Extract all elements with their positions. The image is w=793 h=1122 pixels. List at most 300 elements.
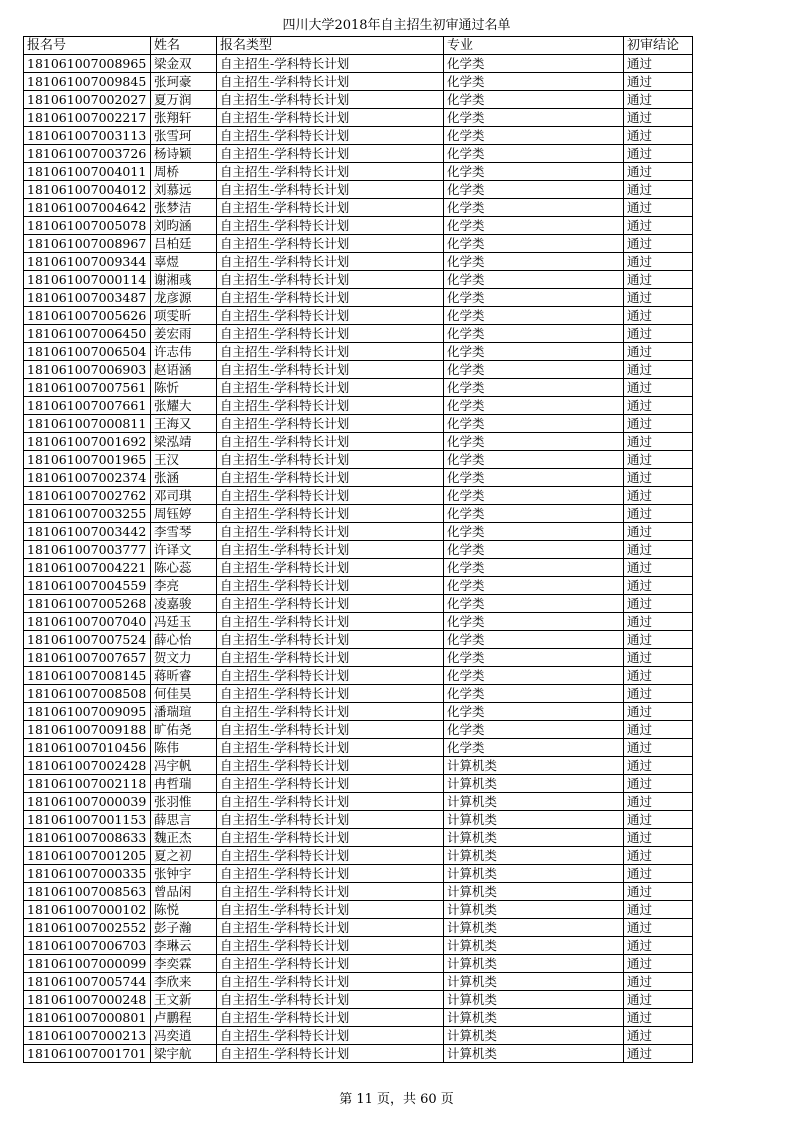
application-type-cell: 自主招生-学科特长计划 [217, 739, 444, 757]
table-row [24, 289, 693, 307]
name-cell: 谢湘彧 [151, 271, 217, 289]
registration-number-cell: 181061007000811 [24, 415, 151, 433]
major-cell: 化学类 [444, 73, 624, 91]
name-cell: 贺文力 [151, 649, 217, 667]
registration-number-cell: 181061007009095 [24, 703, 151, 721]
major-cell: 计算机类 [444, 919, 624, 937]
major-cell: 计算机类 [444, 829, 624, 847]
table-row [24, 415, 693, 433]
name-cell: 冯奕逍 [151, 1027, 217, 1045]
name-cell: 陈悦 [151, 901, 217, 919]
name-cell: 陈伟 [151, 739, 217, 757]
application-type-cell: 自主招生-学科特长计划 [217, 307, 444, 325]
application-type-cell: 自主招生-学科特长计划 [217, 397, 444, 415]
name-cell: 周桥 [151, 163, 217, 181]
result-cell: 通过 [624, 991, 693, 1009]
table-row [24, 1009, 693, 1027]
table-row [24, 739, 693, 757]
application-type-cell: 自主招生-学科特长计划 [217, 919, 444, 937]
registration-number-cell: 181061007008965 [24, 55, 151, 73]
application-type-cell: 自主招生-学科特长计划 [217, 595, 444, 613]
application-type-cell: 自主招生-学科特长计划 [217, 343, 444, 361]
application-type-cell: 自主招生-学科特长计划 [217, 145, 444, 163]
application-type-cell: 自主招生-学科特长计划 [217, 613, 444, 631]
table-row [24, 829, 693, 847]
application-type-cell: 自主招生-学科特长计划 [217, 1009, 444, 1027]
registration-number-cell: 181061007006903 [24, 361, 151, 379]
result-cell: 通过 [624, 919, 693, 937]
result-cell: 通过 [624, 181, 693, 199]
major-cell: 化学类 [444, 505, 624, 523]
name-cell: 梁金双 [151, 55, 217, 73]
registration-number-cell: 181061007007524 [24, 631, 151, 649]
admission-table [23, 36, 693, 1063]
registration-number-cell: 181061007007661 [24, 397, 151, 415]
major-cell: 化学类 [444, 181, 624, 199]
table-row [24, 181, 693, 199]
registration-number-cell: 181061007002762 [24, 487, 151, 505]
major-cell: 化学类 [444, 343, 624, 361]
table-row [24, 487, 693, 505]
table-row [24, 505, 693, 523]
registration-number-cell: 181061007005268 [24, 595, 151, 613]
table-row [24, 451, 693, 469]
table-row [24, 577, 693, 595]
application-type-cell: 自主招生-学科特长计划 [217, 757, 444, 775]
name-cell: 张翔轩 [151, 109, 217, 127]
table-row [24, 559, 693, 577]
application-type-cell: 自主招生-学科特长计划 [217, 199, 444, 217]
application-type-cell: 自主招生-学科特长计划 [217, 55, 444, 73]
name-cell: 吕柏廷 [151, 235, 217, 253]
name-cell: 夏之初 [151, 847, 217, 865]
result-cell: 通过 [624, 199, 693, 217]
registration-number-cell: 181061007007040 [24, 613, 151, 631]
major-cell: 化学类 [444, 271, 624, 289]
table-row [24, 757, 693, 775]
major-cell: 计算机类 [444, 1027, 624, 1045]
table-row [24, 523, 693, 541]
application-type-cell: 自主招生-学科特长计划 [217, 73, 444, 91]
result-cell: 通过 [624, 1045, 693, 1063]
table-row [24, 361, 693, 379]
major-cell: 计算机类 [444, 973, 624, 991]
result-cell: 通过 [624, 793, 693, 811]
major-cell: 化学类 [444, 199, 624, 217]
result-cell: 通过 [624, 379, 693, 397]
major-cell: 化学类 [444, 235, 624, 253]
application-type-cell: 自主招生-学科特长计划 [217, 217, 444, 235]
registration-number-cell: 181061007002374 [24, 469, 151, 487]
application-type-cell: 自主招生-学科特长计划 [217, 937, 444, 955]
name-cell: 张耀大 [151, 397, 217, 415]
registration-number-cell: 181061007003487 [24, 289, 151, 307]
table-row [24, 469, 693, 487]
table-body [24, 55, 693, 1063]
name-cell: 旷佑尧 [151, 721, 217, 739]
application-type-cell: 自主招生-学科特长计划 [217, 901, 444, 919]
major-cell: 计算机类 [444, 1045, 624, 1063]
application-type-cell: 自主招生-学科特长计划 [217, 793, 444, 811]
name-cell: 陈忻 [151, 379, 217, 397]
table-row [24, 703, 693, 721]
application-type-cell: 自主招生-学科特长计划 [217, 127, 444, 145]
name-cell: 李欣来 [151, 973, 217, 991]
result-cell: 通过 [624, 937, 693, 955]
table-row [24, 919, 693, 937]
column-header: 专业 [444, 37, 624, 55]
major-cell: 化学类 [444, 703, 624, 721]
major-cell: 化学类 [444, 469, 624, 487]
name-cell: 薛思言 [151, 811, 217, 829]
name-cell: 李亮 [151, 577, 217, 595]
table-row [24, 433, 693, 451]
major-cell: 化学类 [444, 721, 624, 739]
registration-number-cell: 181061007000099 [24, 955, 151, 973]
name-cell: 周钰婷 [151, 505, 217, 523]
name-cell: 张羽惟 [151, 793, 217, 811]
result-cell: 通过 [624, 55, 693, 73]
result-cell: 通过 [624, 235, 693, 253]
registration-number-cell: 181061007006703 [24, 937, 151, 955]
result-cell: 通过 [624, 1027, 693, 1045]
result-cell: 通过 [624, 541, 693, 559]
application-type-cell: 自主招生-学科特长计划 [217, 685, 444, 703]
registration-number-cell: 181061007002217 [24, 109, 151, 127]
application-type-cell: 自主招生-学科特长计划 [217, 91, 444, 109]
result-cell: 通过 [624, 361, 693, 379]
result-cell: 通过 [624, 73, 693, 91]
major-cell: 化学类 [444, 109, 624, 127]
result-cell: 通过 [624, 505, 693, 523]
table-row [24, 865, 693, 883]
application-type-cell: 自主招生-学科特长计划 [217, 1045, 444, 1063]
major-cell: 化学类 [444, 325, 624, 343]
table-row [24, 163, 693, 181]
table-row [24, 631, 693, 649]
name-cell: 卢鹏程 [151, 1009, 217, 1027]
result-cell: 通过 [624, 289, 693, 307]
table-row [24, 667, 693, 685]
registration-number-cell: 181061007002552 [24, 919, 151, 937]
registration-number-cell: 181061007001965 [24, 451, 151, 469]
table-row [24, 883, 693, 901]
registration-number-cell: 181061007005078 [24, 217, 151, 235]
name-cell: 何佳昊 [151, 685, 217, 703]
column-header: 姓名 [151, 37, 217, 55]
application-type-cell: 自主招生-学科特长计划 [217, 415, 444, 433]
result-cell: 通过 [624, 109, 693, 127]
registration-number-cell: 181061007000102 [24, 901, 151, 919]
major-cell: 计算机类 [444, 883, 624, 901]
name-cell: 刘昀涵 [151, 217, 217, 235]
table-row [24, 811, 693, 829]
name-cell: 张雪珂 [151, 127, 217, 145]
registration-number-cell: 181061007008145 [24, 667, 151, 685]
name-cell: 潘瑞瑄 [151, 703, 217, 721]
table-row [24, 325, 693, 343]
result-cell: 通过 [624, 127, 693, 145]
result-cell: 通过 [624, 469, 693, 487]
application-type-cell: 自主招生-学科特长计划 [217, 469, 444, 487]
name-cell: 王汉 [151, 451, 217, 469]
name-cell: 邓司琪 [151, 487, 217, 505]
name-cell: 王海又 [151, 415, 217, 433]
name-cell: 项雯昕 [151, 307, 217, 325]
major-cell: 化学类 [444, 595, 624, 613]
major-cell: 化学类 [444, 487, 624, 505]
major-cell: 化学类 [444, 253, 624, 271]
major-cell: 化学类 [444, 217, 624, 235]
name-cell: 姜宏雨 [151, 325, 217, 343]
table-row [24, 253, 693, 271]
major-cell: 化学类 [444, 91, 624, 109]
result-cell: 通过 [624, 217, 693, 235]
application-type-cell: 自主招生-学科特长计划 [217, 775, 444, 793]
table-row [24, 343, 693, 361]
application-type-cell: 自主招生-学科特长计划 [217, 955, 444, 973]
table-row [24, 91, 693, 109]
major-cell: 化学类 [444, 433, 624, 451]
application-type-cell: 自主招生-学科特长计划 [217, 451, 444, 469]
result-cell: 通过 [624, 811, 693, 829]
result-cell: 通过 [624, 415, 693, 433]
registration-number-cell: 181061007010456 [24, 739, 151, 757]
table-row [24, 55, 693, 73]
application-type-cell: 自主招生-学科特长计划 [217, 541, 444, 559]
result-cell: 通过 [624, 163, 693, 181]
registration-number-cell: 181061007000213 [24, 1027, 151, 1045]
name-cell: 彭子瀚 [151, 919, 217, 937]
column-header: 报名类型 [217, 37, 444, 55]
table-row [24, 397, 693, 415]
result-cell: 通过 [624, 721, 693, 739]
table-row [24, 847, 693, 865]
major-cell: 化学类 [444, 415, 624, 433]
result-cell: 通过 [624, 343, 693, 361]
registration-number-cell: 181061007000039 [24, 793, 151, 811]
registration-number-cell: 181061007007657 [24, 649, 151, 667]
table-row [24, 775, 693, 793]
major-cell: 计算机类 [444, 811, 624, 829]
registration-number-cell: 181061007002118 [24, 775, 151, 793]
major-cell: 化学类 [444, 577, 624, 595]
name-cell: 许志伟 [151, 343, 217, 361]
result-cell: 通过 [624, 829, 693, 847]
major-cell: 化学类 [444, 739, 624, 757]
result-cell: 通过 [624, 559, 693, 577]
table-row [24, 73, 693, 91]
result-cell: 通过 [624, 613, 693, 631]
table-row [24, 955, 693, 973]
result-cell: 通过 [624, 901, 693, 919]
name-cell: 杨诗颖 [151, 145, 217, 163]
registration-number-cell: 181061007000248 [24, 991, 151, 1009]
registration-number-cell: 181061007003442 [24, 523, 151, 541]
name-cell: 张涵 [151, 469, 217, 487]
application-type-cell: 自主招生-学科特长计划 [217, 991, 444, 1009]
name-cell: 梁泓靖 [151, 433, 217, 451]
major-cell: 化学类 [444, 541, 624, 559]
result-cell: 通过 [624, 253, 693, 271]
table-row [24, 649, 693, 667]
registration-number-cell: 181061007008508 [24, 685, 151, 703]
name-cell: 李琳云 [151, 937, 217, 955]
registration-number-cell: 181061007000335 [24, 865, 151, 883]
registration-number-cell: 181061007001701 [24, 1045, 151, 1063]
registration-number-cell: 181061007000114 [24, 271, 151, 289]
result-cell: 通过 [624, 307, 693, 325]
registration-number-cell: 181061007009344 [24, 253, 151, 271]
major-cell: 计算机类 [444, 847, 624, 865]
application-type-cell: 自主招生-学科特长计划 [217, 271, 444, 289]
registration-number-cell: 181061007002027 [24, 91, 151, 109]
major-cell: 计算机类 [444, 775, 624, 793]
application-type-cell: 自主招生-学科特长计划 [217, 559, 444, 577]
registration-number-cell: 181061007004642 [24, 199, 151, 217]
name-cell: 辜煜 [151, 253, 217, 271]
registration-number-cell: 181061007009188 [24, 721, 151, 739]
application-type-cell: 自主招生-学科特长计划 [217, 883, 444, 901]
major-cell: 化学类 [444, 559, 624, 577]
application-type-cell: 自主招生-学科特长计划 [217, 811, 444, 829]
result-cell: 通过 [624, 883, 693, 901]
major-cell: 化学类 [444, 163, 624, 181]
registration-number-cell: 181061007001205 [24, 847, 151, 865]
table-row [24, 1027, 693, 1045]
registration-number-cell: 181061007008563 [24, 883, 151, 901]
major-cell: 化学类 [444, 667, 624, 685]
application-type-cell: 自主招生-学科特长计划 [217, 181, 444, 199]
registration-number-cell: 181061007003726 [24, 145, 151, 163]
result-cell: 通过 [624, 595, 693, 613]
registration-number-cell: 181061007009845 [24, 73, 151, 91]
table-row [24, 901, 693, 919]
application-type-cell: 自主招生-学科特长计划 [217, 523, 444, 541]
major-cell: 化学类 [444, 451, 624, 469]
major-cell: 化学类 [444, 127, 624, 145]
table-row [24, 613, 693, 631]
registration-number-cell: 181061007006504 [24, 343, 151, 361]
result-cell: 通过 [624, 433, 693, 451]
name-cell: 魏正杰 [151, 829, 217, 847]
registration-number-cell: 181061007003777 [24, 541, 151, 559]
name-cell: 夏万润 [151, 91, 217, 109]
name-cell: 梁宇航 [151, 1045, 217, 1063]
registration-number-cell: 181061007002428 [24, 757, 151, 775]
major-cell: 化学类 [444, 145, 624, 163]
name-cell: 凌嘉骏 [151, 595, 217, 613]
table-row [24, 271, 693, 289]
table-row [24, 109, 693, 127]
application-type-cell: 自主招生-学科特长计划 [217, 829, 444, 847]
table-row [24, 721, 693, 739]
table-row [24, 541, 693, 559]
table-row [24, 127, 693, 145]
result-cell: 通过 [624, 649, 693, 667]
application-type-cell: 自主招生-学科特长计划 [217, 667, 444, 685]
registration-number-cell: 181061007003113 [24, 127, 151, 145]
registration-number-cell: 181061007008967 [24, 235, 151, 253]
major-cell: 化学类 [444, 289, 624, 307]
name-cell: 曾品闲 [151, 883, 217, 901]
registration-number-cell: 181061007004012 [24, 181, 151, 199]
result-cell: 通过 [624, 685, 693, 703]
major-cell: 计算机类 [444, 955, 624, 973]
table-row [24, 991, 693, 1009]
table-row [24, 1045, 693, 1063]
application-type-cell: 自主招生-学科特长计划 [217, 577, 444, 595]
table-row [24, 595, 693, 613]
application-type-cell: 自主招生-学科特长计划 [217, 631, 444, 649]
result-cell: 通过 [624, 703, 693, 721]
table-row [24, 217, 693, 235]
major-cell: 计算机类 [444, 901, 624, 919]
registration-number-cell: 181061007004559 [24, 577, 151, 595]
result-cell: 通过 [624, 739, 693, 757]
registration-number-cell: 181061007001153 [24, 811, 151, 829]
result-cell: 通过 [624, 487, 693, 505]
name-cell: 蒋昕睿 [151, 667, 217, 685]
name-cell: 薛心怡 [151, 631, 217, 649]
major-cell: 化学类 [444, 649, 624, 667]
application-type-cell: 自主招生-学科特长计划 [217, 649, 444, 667]
major-cell: 化学类 [444, 397, 624, 415]
name-cell: 李雪琴 [151, 523, 217, 541]
result-cell: 通过 [624, 451, 693, 469]
registration-number-cell: 181061007005626 [24, 307, 151, 325]
name-cell: 李奕霖 [151, 955, 217, 973]
major-cell: 计算机类 [444, 937, 624, 955]
application-type-cell: 自主招生-学科特长计划 [217, 1027, 444, 1045]
page-number: 第 11 页，共 60 页 [339, 1092, 454, 1107]
registration-number-cell: 181061007004221 [24, 559, 151, 577]
name-cell: 许译文 [151, 541, 217, 559]
table-row [24, 937, 693, 955]
application-type-cell: 自主招生-学科特长计划 [217, 847, 444, 865]
registration-number-cell: 181061007001692 [24, 433, 151, 451]
application-type-cell: 自主招生-学科特长计划 [217, 703, 444, 721]
major-cell: 化学类 [444, 613, 624, 631]
name-cell: 陈心蕊 [151, 559, 217, 577]
application-type-cell: 自主招生-学科特长计划 [217, 253, 444, 271]
major-cell: 化学类 [444, 361, 624, 379]
application-type-cell: 自主招生-学科特长计划 [217, 973, 444, 991]
application-type-cell: 自主招生-学科特长计划 [217, 865, 444, 883]
result-cell: 通过 [624, 523, 693, 541]
result-cell: 通过 [624, 271, 693, 289]
result-cell: 通过 [624, 955, 693, 973]
application-type-cell: 自主招生-学科特长计划 [217, 487, 444, 505]
application-type-cell: 自主招生-学科特长计划 [217, 433, 444, 451]
table-row [24, 793, 693, 811]
application-type-cell: 自主招生-学科特长计划 [217, 379, 444, 397]
application-type-cell: 自主招生-学科特长计划 [217, 289, 444, 307]
result-cell: 通过 [624, 325, 693, 343]
result-cell: 通过 [624, 865, 693, 883]
major-cell: 化学类 [444, 523, 624, 541]
application-type-cell: 自主招生-学科特长计划 [217, 325, 444, 343]
application-type-cell: 自主招生-学科特长计划 [217, 361, 444, 379]
name-cell: 冉哲瑞 [151, 775, 217, 793]
table-row [24, 307, 693, 325]
application-type-cell: 自主招生-学科特长计划 [217, 235, 444, 253]
registration-number-cell: 181061007000801 [24, 1009, 151, 1027]
name-cell: 张梦洁 [151, 199, 217, 217]
name-cell: 刘慕远 [151, 181, 217, 199]
table-row [24, 685, 693, 703]
result-cell: 通过 [624, 757, 693, 775]
